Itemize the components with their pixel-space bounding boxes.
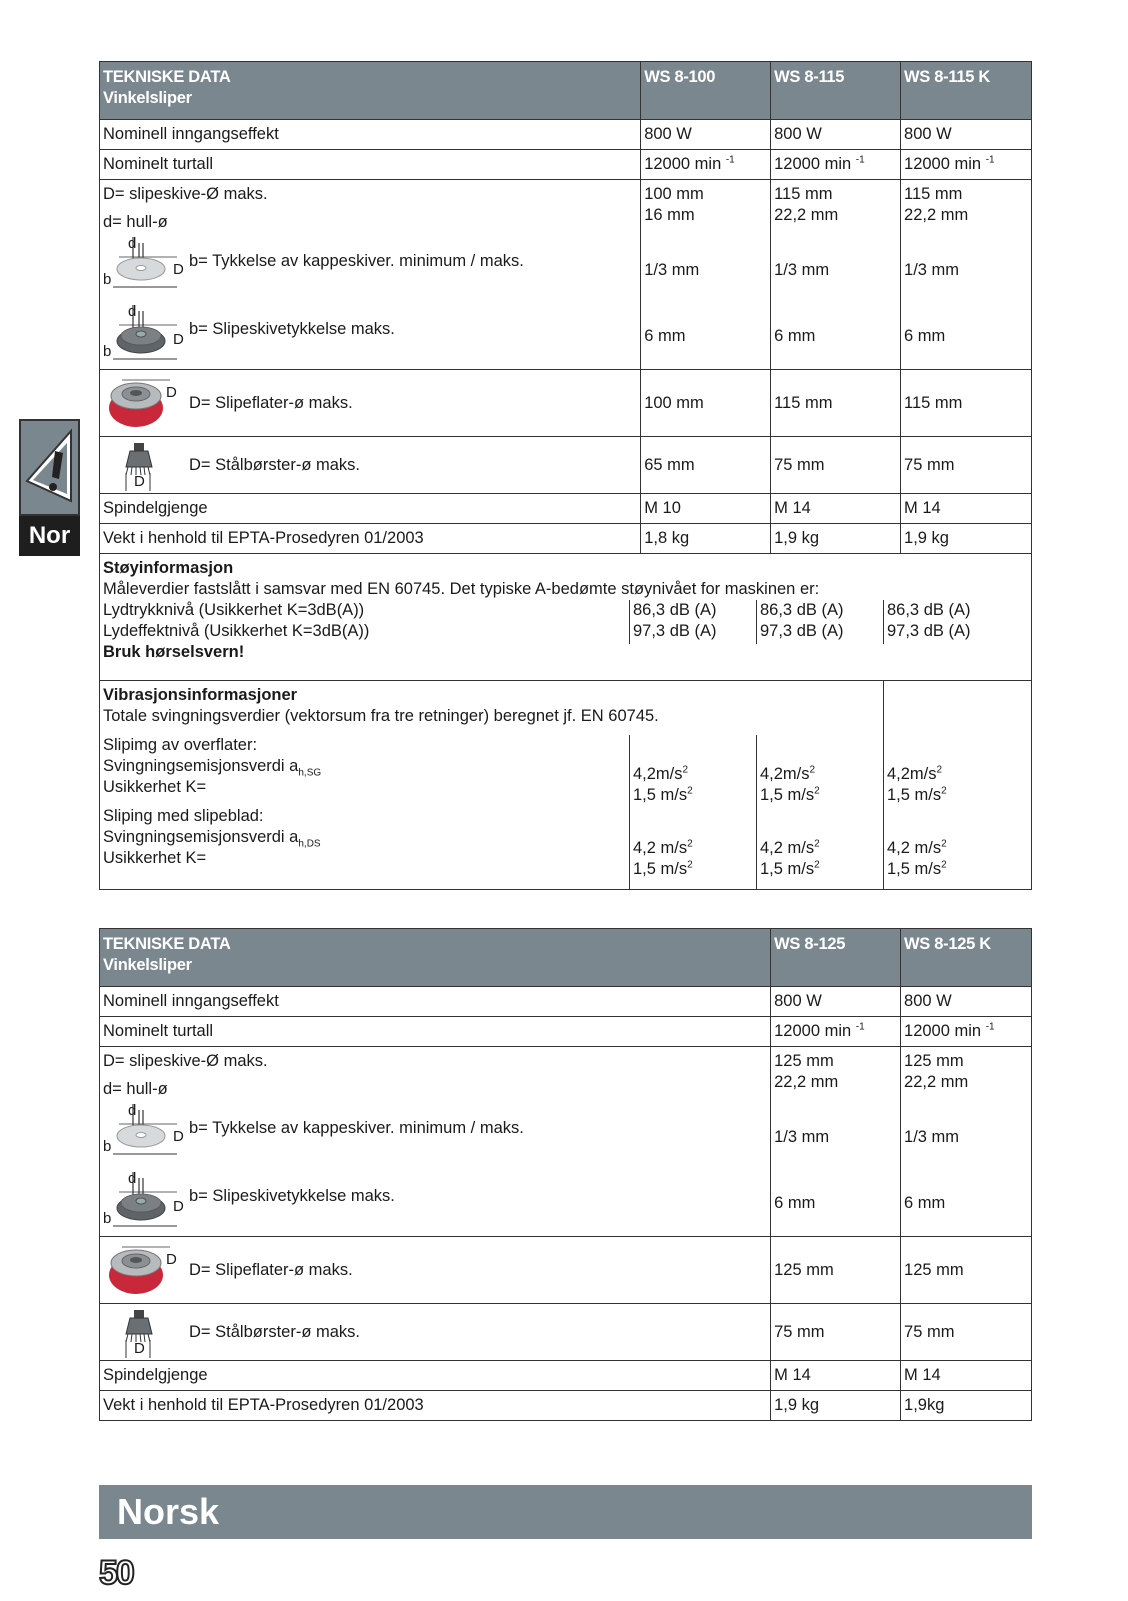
brush-diameter-label: D= Stålbørster-ø maks. xyxy=(189,456,360,474)
table-row: Vekt i henhold til EPTA-Prosedyren 01/2003 1,8 kg 1,9 kg 1,9 kg xyxy=(100,524,1032,554)
row-value: 12000 min $^{-1}$ xyxy=(901,150,1032,180)
footer-language-bar: Norsk xyxy=(99,1485,1032,1539)
row-value: 800 W xyxy=(641,120,771,150)
noise-info-row: Støyinformasjon Måleverdier fastslått i samsvar med EN 60745. Det typiske A-bedømte støynivået for maskinen er: Lydtrykknivå (Usikkerhet K=3dB(A)) Lydeffektnivå (Usikkerhet K=3dB(A)) Bruk hørselsvern! 86,3 dB (A) 97,3 dB (A) 86,3 dB (A) 97,3 dB (A) 86,3 dB (A) 97,3 dB (A) xyxy=(100,554,1032,681)
row-value: 800 W xyxy=(901,120,1032,150)
cut-thickness-label: b= Tykkelse av kappeskiver. minimum / maks. xyxy=(189,252,524,270)
table-row xyxy=(100,120,1032,150)
warning-triangle-icon xyxy=(19,419,80,516)
table-row: D D= Slipeflater-ø maks. 125 mm 125 mm xyxy=(100,1237,1032,1304)
grind-thickness-label: b= Slipeskivetykkelse maks. xyxy=(189,320,395,338)
table-header-row xyxy=(100,62,1032,120)
table-row: Vekt i henhold til EPTA-Prosedyren 01/2003 1,9 kg 1,9kg xyxy=(100,1391,1032,1421)
table-row-dimensions: D= slipeskive-Ø maks. d= hull-ø d D b b= Tykkelse av kappeskiver. minimum / maks. d D b b= Slipeskivetykkelse maks. 100 mm 16 mm 1/3 mm 6 mm 115 mm 22,2 mm 1/3 mm 6 mm 115 mm 22,2 mm 1/3 mm 6 mm xyxy=(100,180,1032,370)
noise-intro: Måleverdier fastslått i samsvar med EN 60745. Det typiske A-bedømte støynivået for maskinen er: xyxy=(103,580,820,598)
table-title: TEKNISKE DATA Vinkelsliper xyxy=(100,929,771,987)
disc-diameter-label: D= slipeskive-Ø maks. xyxy=(103,185,268,203)
technical-data-table-1 xyxy=(99,61,1032,890)
table-row-dimensions: D= slipeskive-Ø maks. d= hull-ø d D b b= Tykkelse av kappeskiver. minimum / maks. d D b b= Slipeskivetykkelse maks. 125 mm 22,2 mm 1/3 mm 6 mm 125 mm 22,2 mm 1/3 mm 6 mm xyxy=(100,1047,1032,1237)
table-row: D D= Stålbørster-ø maks. 75 mm 75 mm xyxy=(100,1304,1032,1361)
language-side-tab xyxy=(19,419,80,556)
row-value: 12000 min $^{-1}$ xyxy=(771,150,901,180)
table-row: Spindelgjenge M 10 M 14 M 14 xyxy=(100,494,1032,524)
table-row xyxy=(100,150,1032,180)
hole-diameter-label: d= hull-ø xyxy=(103,213,168,231)
row-label: Nominell inngangseffekt xyxy=(100,120,641,150)
row-label: Nominelt turtall xyxy=(100,150,641,180)
sanding-diameter-label: D= Slipeflater-ø maks. xyxy=(189,394,353,412)
model-header: WS 8-125 K xyxy=(901,929,1032,987)
table-row: Spindelgjenge M 14 M 14 xyxy=(100,1361,1032,1391)
hearing-protection-warning: Bruk hørselsvern! xyxy=(103,643,245,661)
table-row: Nominell inngangseffekt 800 W 800 W xyxy=(100,987,1032,1017)
vibration-info-row: Vibrasjonsinformasjoner Totale svingningsverdier (vektorsum fra tre retninger) beregnet jf. EN 60745. Slipimg av overflater: Svingningsemisjonsverdi $a_{h,SG}$ Usikkerhet K= Sliping med slipeblad: Svingningsemisjonsverdi $a_{h,DS}$ Usikkerhet K= $4,2m/s^2$ 1,5 $m/s^2$ 4,2 $m/s^2$ 1,5 $m/s^2$ $4,2m/s^2$ 1,5 $m/s^2$ 4,2 $m/s^2$ 1,5 $m/s^2$ $4,2m/s^2$ 1,5 $m/s^2$ 4,2 $m/s^2$ 1,5 $m/s^2$ xyxy=(100,681,1032,890)
technical-data-table-2 xyxy=(99,928,1032,1421)
page-number: 50 xyxy=(99,1554,133,1592)
noise-title: Støyinformasjon xyxy=(103,559,234,577)
language-label: Nor xyxy=(19,516,80,556)
model-header: WS 8-115 xyxy=(771,62,901,120)
row-value: 800 W xyxy=(771,120,901,150)
table-row: D D= Slipeflater-ø maks. 100 mm 115 mm 115 mm xyxy=(100,370,1032,437)
table-row: D D= Stålbørster-ø maks. 65 mm 75 mm 75 mm xyxy=(100,437,1032,494)
model-header: WS 8-115 K xyxy=(901,62,1032,120)
table-header-row xyxy=(100,929,1032,987)
table-row: Nominelt turtall 12000 min $^{-1}$ 12000 min $^{-1}$ xyxy=(100,1017,1032,1047)
table-title: TEKNISKE DATA Vinkelsliper xyxy=(100,62,641,120)
row-value: 12000 min $^{-1}$ xyxy=(641,150,771,180)
vibration-title: Vibrasjonsinformasjoner xyxy=(103,686,298,704)
model-header: WS 8-100 xyxy=(641,62,771,120)
model-header: WS 8-125 xyxy=(771,929,901,987)
